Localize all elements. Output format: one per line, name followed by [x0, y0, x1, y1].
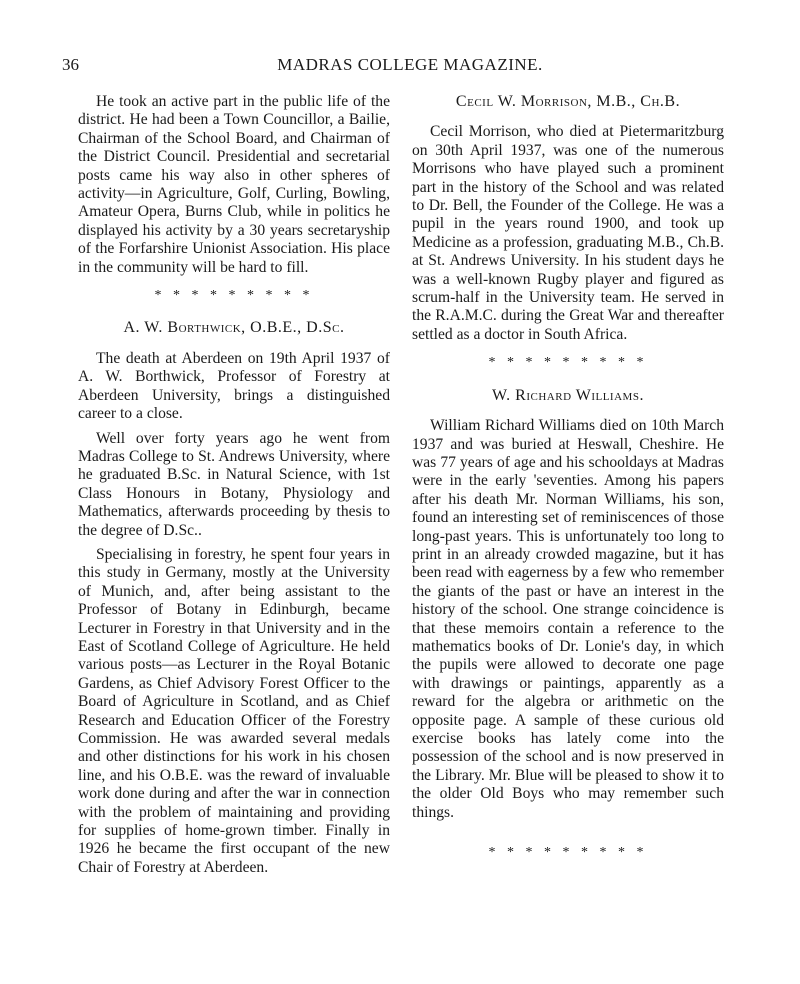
- section-separator: * * * * * * * * *: [154, 288, 314, 304]
- section-separator: * * * * * * * * *: [488, 845, 648, 861]
- paragraph: William Richard Williams died on 10th March 1937 and was buried at Heswall, Cheshire. He was 77 years of age and his schooldays at Madras were in the early 'seventies. Among his papers after his death Mr. Norman Williams, his son, found an interesting set of reminiscences of those long-past years. This is unfortunately too long to print in an already crowded magazine, but it has been read with eagerness by a few who remember the giants of the past or have an interest in the history of the school. One strange coincidence is that these memoirs contain a reference to the mathematics books of Dr. Lonie's day, in which the pupils were allowed to decorate one page with drawings or paintings, apparently as a reward for the algebra or arithmetic on the opposite page. A sample of these curious old exercise books has lately come into the possession of the school and is now preserved in the Library. Mr. Blue will be pleased to show it to the older Old Boys who may remember such things.: [412, 417, 724, 821]
- left-column: [78, 93, 390, 883]
- obituary-heading-morrison: Cecil W. Morrison, M.B., Ch.B.: [455, 93, 681, 110]
- right-column: [412, 93, 724, 876]
- section-separator: * * * * * * * * *: [488, 355, 648, 371]
- obituary-heading-borthwick: A. W. Borthwick, O.B.E., D.Sc.: [123, 319, 345, 337]
- running-head: MADRAS COLLEGE MAGAZINE.: [277, 55, 543, 74]
- paragraph: Cecil Morrison, who died at Pietermaritzburg on 30th April 1937, was one of the numerous Morrisons who have played such a prominent part in the history of the School and was related to Dr. Bell, the Founder of the College. He was a pupil in the years round 1900, and took up Medicine as a profession, graduating M.B., Ch.B. at St. Andrews University. In his student days he was a well-known Rugby player and figured as scrum-half in the University team. He served in the R.A.M.C. during the Great War and thereafter settled as a doctor in South Africa.: [412, 123, 724, 343]
- paragraph: Well over forty years ago he went from Madras College to St. Andrews University, where he graduated B.Sc. in Natural Science, with 1st Class Honours in Botany, Physiology and Mathematics, afterwards proceeding by thesis to the degree of D.Sc..: [78, 429, 390, 539]
- paragraph: The death at Aberdeen on 19th April 1937 of A. W. Borthwick, Professor of Forestry at Aberdeen University, brings a distinguished career to a close.: [78, 349, 390, 423]
- paragraph: Specialising in forestry, he spent four years in this study in Germany, mostly at the University of Munich, and, after being assistant to the Professor of Botany in Edinburgh, became Lecturer in Forestry in that University and in the East of Scotland College of Agriculture. He held various posts—as Lecturer in the Royal Botanic Gardens, as Chief Advisory Forest Officer to the Board of Agriculture in Scotland, and as Chief Research and Education Officer of the Forestry Commission. He was awarded several medals and other distinctions for his work in his chosen line, and his O.B.E. was the reward of invaluable work done during and after the war in connection with the problem of maintaining and providing for supplies of home-grown timber. Finally in 1926 he became the first occupant of the new Chair of Forestry at Aberdeen.: [78, 545, 390, 876]
- obituary-heading-williams: W. Richard Williams.: [492, 386, 644, 404]
- intro-paragraph: He took an active part in the public life of the district. He had been a Town Councillor, a Bailie, Chairman of the School Board, and Chairman of the District Council. Presidential and secretarial posts came his way also in other spheres of activity—in Agriculture, Golf, Curling, Bowling, Amateur Opera, Burns Club, while in politics he displayed his activity by a 30 years secretaryship of the Forfarshire Unionist Association. His place in the community will be hard to fill.: [78, 93, 390, 276]
- page-number: 36: [62, 55, 79, 74]
